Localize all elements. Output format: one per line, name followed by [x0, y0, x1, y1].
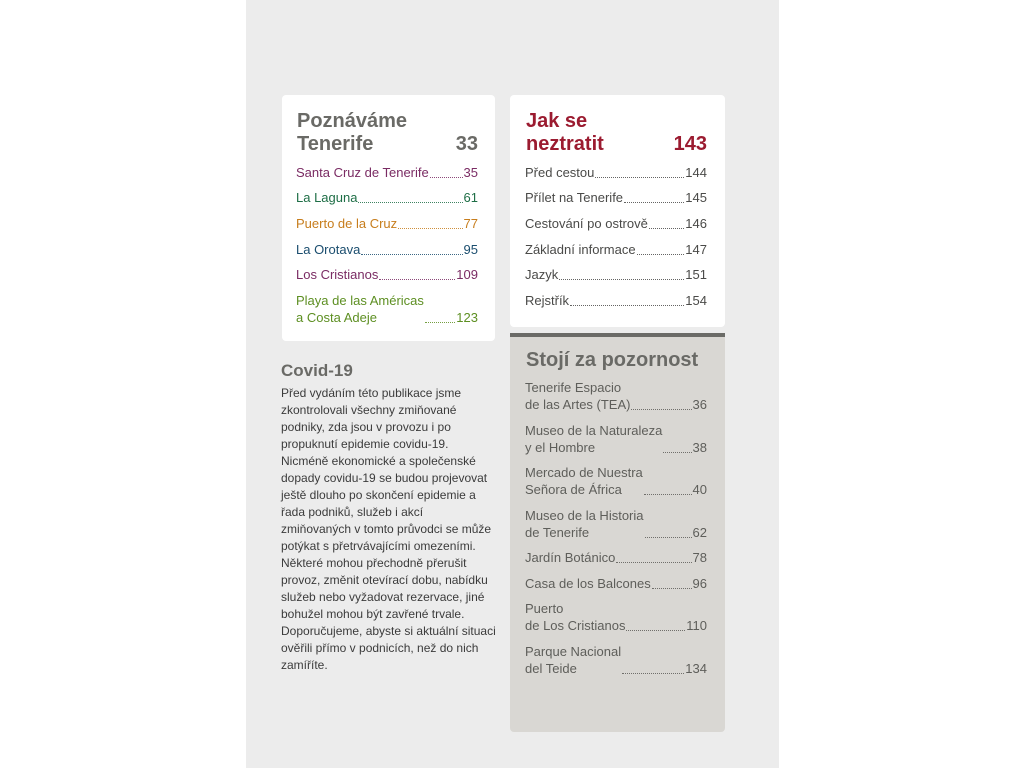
toc-practical-entry-label: Před cestou — [525, 165, 595, 180]
leader-dots — [652, 579, 692, 589]
toc-sights-entry-label: Museo de la Historia de Tenerife — [525, 508, 644, 540]
toc-practical-page: 143 — [673, 133, 707, 155]
toc-practical-entry-page: 145 — [685, 190, 707, 205]
toc-sights-entry[interactable] — [525, 422, 707, 456]
toc-sights-entry-page: 38 — [692, 440, 707, 455]
leader-dots — [616, 553, 691, 563]
toc-tenerife-entry[interactable] — [296, 241, 478, 258]
toc-sights-entry[interactable] — [525, 464, 707, 498]
toc-sights-entry-page: 96 — [692, 576, 707, 591]
toc-sights-entry-page: 78 — [692, 550, 707, 565]
leader-dots — [379, 270, 455, 280]
toc-sights-entry-page: 110 — [686, 618, 707, 633]
toc-practical-entry[interactable] — [525, 292, 707, 309]
toc-practical-entry[interactable] — [525, 189, 707, 206]
toc-sights-title: Stojí za pozornost — [526, 349, 699, 371]
leader-dots — [430, 168, 463, 178]
leader-dots — [644, 485, 692, 495]
toc-tenerife-entry[interactable] — [296, 292, 478, 326]
toc-tenerife-entry-label: Puerto de la Cruz — [296, 216, 398, 231]
leader-dots — [361, 245, 462, 255]
toc-sights-entry-label: Jardín Botánico — [525, 550, 616, 565]
toc-practical-entry-label: Základní informace — [525, 242, 636, 257]
toc-tenerife-entry[interactable] — [296, 189, 478, 206]
toc-practical-title: Jak se neztratit — [526, 110, 604, 155]
covid-text: Před vydáním této publikace jsme zkontrolovali všechny zmiňované podniky, zda jsou v provozu i po propuknutí epidemie covidu-19. Nicméně ekonomické a společenské dopady covidu-19 se budou projevovat ještě dlouho po skončení epidemie a řada podniků, služeb i akcí zmiňovaných v tomto průvodci se může potýkat s přetrvávajícími omezeními. Některé mohou přechodně přerušit provoz, změnit otevírací dobu, nabídku služeb nebo vyžadovat rezervace, jiné bohužel mohou být zavřené trvale. Doporučujeme, abyste si aktuální situaci ověřili přímo v podnicích, než do nich zamíříte. — [281, 386, 496, 672]
leader-dots — [559, 270, 684, 280]
toc-sights-entry[interactable] — [525, 549, 707, 566]
toc-practical-entry-page: 147 — [685, 242, 707, 257]
toc-practical-entry-label: Cestování po ostrově — [525, 216, 648, 231]
toc-tenerife-entry-label: La Laguna — [296, 190, 358, 205]
toc-tenerife-entry-label: Santa Cruz de Tenerife — [296, 165, 429, 180]
leader-dots — [624, 193, 684, 203]
toc-practical-entry[interactable] — [525, 164, 707, 181]
toc-sights-entry-label: Casa de los Balcones — [525, 576, 651, 591]
toc-tenerife-entry-page: 35 — [463, 165, 478, 180]
toc-practical-entry-label: Rejstřík — [525, 293, 570, 308]
toc-sights-entry-page: 40 — [692, 482, 707, 497]
toc-sights-entry-page: 134 — [685, 661, 707, 676]
toc-sights-entry-label: Puerto de Los Cristianos — [525, 601, 626, 633]
toc-practical-entry-label: Jazyk — [525, 267, 559, 282]
toc-tenerife-entry-label: Los Cristianos — [296, 267, 379, 282]
leader-dots — [358, 193, 462, 203]
toc-sights-entry[interactable] — [525, 575, 707, 592]
toc-tenerife-entry[interactable] — [296, 266, 478, 283]
toc-sights-entry-page: 36 — [692, 397, 707, 412]
toc-tenerife-entry-page: 109 — [456, 267, 478, 282]
covid-title: Covid-19 — [281, 361, 353, 380]
leader-dots — [631, 400, 691, 410]
toc-sights-entry[interactable] — [525, 507, 707, 541]
leader-dots — [626, 621, 685, 631]
leader-dots — [570, 296, 684, 306]
leader-dots — [663, 443, 691, 453]
toc-sights-entry[interactable] — [525, 600, 707, 634]
toc-tenerife-entry-label: La Orotava — [296, 242, 361, 257]
toc-tenerife-entry-page: 61 — [463, 190, 478, 205]
toc-tenerife-title: Poznáváme Tenerife — [297, 110, 408, 155]
toc-practical-entry-page: 151 — [685, 267, 707, 282]
toc-practical-entry-label: Přílet na Tenerife — [525, 190, 624, 205]
toc-sights-entry-label: Museo de la Naturaleza y el Hombre — [525, 423, 663, 455]
toc-practical-entry[interactable] — [525, 215, 707, 232]
toc-sights-entry[interactable] — [525, 643, 707, 677]
leader-dots — [398, 219, 462, 229]
leader-dots — [637, 245, 685, 255]
toc-tenerife-entry-page: 123 — [456, 310, 478, 325]
toc-tenerife-entry[interactable] — [296, 164, 478, 181]
toc-sights-entry-label: Parque Nacional del Teide — [525, 644, 622, 676]
toc-tenerife-entry-label: Playa de las Américas a Costa Adeje — [296, 293, 424, 325]
toc-practical-entry-page: 146 — [685, 216, 707, 231]
leader-dots — [645, 528, 692, 538]
toc-practical-entry[interactable] — [525, 266, 707, 283]
toc-tenerife-entry-page: 77 — [463, 216, 478, 231]
leader-dots — [622, 664, 684, 674]
toc-practical-entry-page: 154 — [685, 293, 707, 308]
leader-dots — [595, 168, 684, 178]
toc-practical-entry-page: 144 — [685, 165, 707, 180]
leader-dots — [649, 219, 684, 229]
toc-sights-entry-label: Tenerife Espacio de las Artes (TEA) — [525, 380, 631, 412]
toc-tenerife-entry-page: 95 — [463, 242, 478, 257]
toc-sights-entry-label: Mercado de Nuestra Señora de África — [525, 465, 643, 497]
leader-dots — [425, 313, 455, 323]
toc-sights-entry[interactable] — [525, 379, 707, 413]
toc-tenerife-page: 33 — [455, 133, 478, 155]
toc-sights-entry-page: 62 — [692, 525, 707, 540]
toc-tenerife-entry[interactable] — [296, 215, 478, 232]
toc-practical-entry[interactable] — [525, 241, 707, 258]
